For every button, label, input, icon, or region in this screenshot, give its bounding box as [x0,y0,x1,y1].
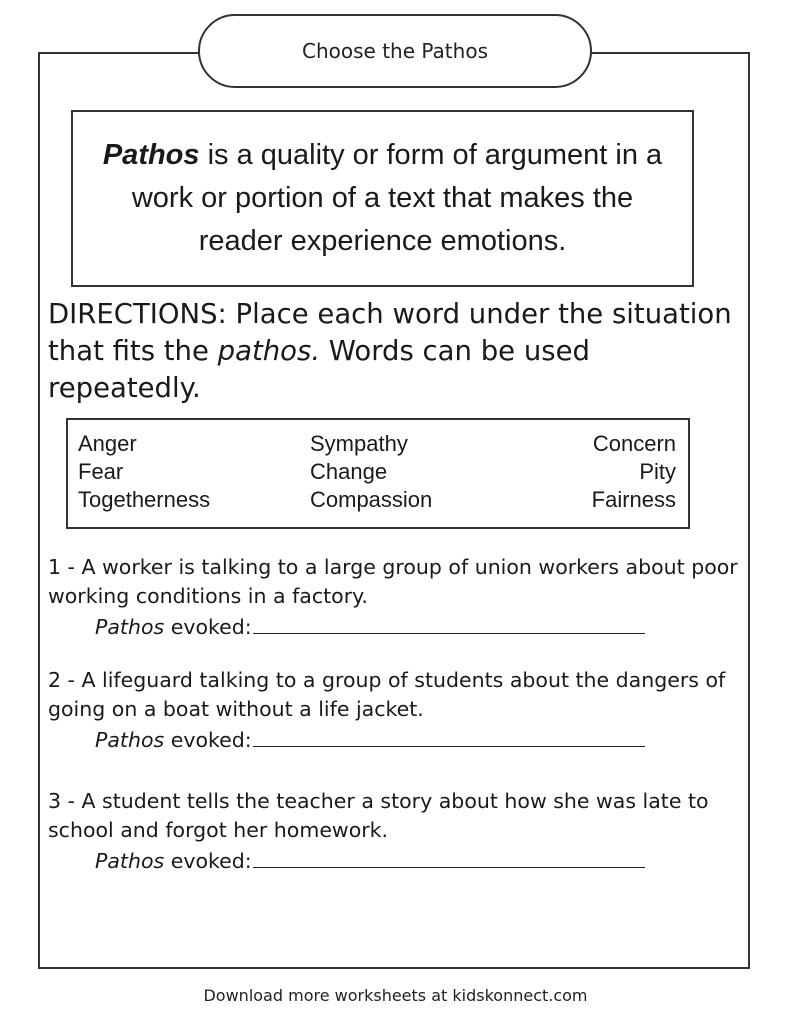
answer-suffix: evoked: [164,849,252,873]
question-text: 3 - A student tells the teacher a story about how she was late to school and forgot her homework. [48,789,709,842]
directions-text-end: Words can be used repeatedly. [48,335,590,404]
word-bank-word: Change [310,459,388,484]
word-bank-word: Compassion [310,487,433,512]
worksheet-title [198,14,592,88]
answer-label: Pathos [95,849,165,873]
definition-term: Pathos [102,139,200,171]
answer-label: Pathos [95,728,165,752]
definition-text [87,134,678,263]
answer-line [95,724,748,755]
question-3 [48,787,748,876]
word-bank-word: Togetherness [78,487,211,512]
definition-body: is a quality or form of argument in a work or portion of a text that makes the reader experience emotions. [131,139,663,257]
directions [48,296,748,407]
word-bank [66,418,690,529]
answer-line [95,611,748,642]
directions-text: DIRECTIONS: Place each word under the situation that fits the [48,298,732,367]
worksheet-title-text: Choose the Pathos [302,39,488,63]
word-bank-word: Anger [78,431,137,456]
answer-blank[interactable] [253,845,645,868]
answer-blank[interactable] [253,724,645,747]
answer-line [95,845,748,876]
answer-suffix: evoked: [164,615,252,639]
word-bank-word: Fairness [591,487,676,512]
definition-box [71,110,694,287]
word-bank-word: Fear [78,459,124,484]
question-2 [48,666,748,755]
word-bank-column [310,430,432,514]
footer [0,986,791,1005]
footer-text: Download more worksheets at kidskonnect.com [203,986,588,1005]
word-bank-word: Concern [592,431,676,456]
question-text: 2 - A lifeguard talking to a group of students about the dangers of going on a boat without a life jacket. [48,668,726,721]
word-bank-column [592,430,676,514]
answer-blank[interactable] [253,611,645,634]
answer-suffix: evoked: [164,728,252,752]
directions-emphasis: pathos. [217,335,321,367]
question-text: 1 - A worker is talking to a large group of union workers about poor working conditions in a factory. [48,555,738,608]
word-bank-word: Pity [639,459,676,484]
answer-label: Pathos [95,615,165,639]
question-1 [48,553,748,642]
word-bank-column [78,430,210,514]
word-bank-word: Sympathy [310,431,408,456]
